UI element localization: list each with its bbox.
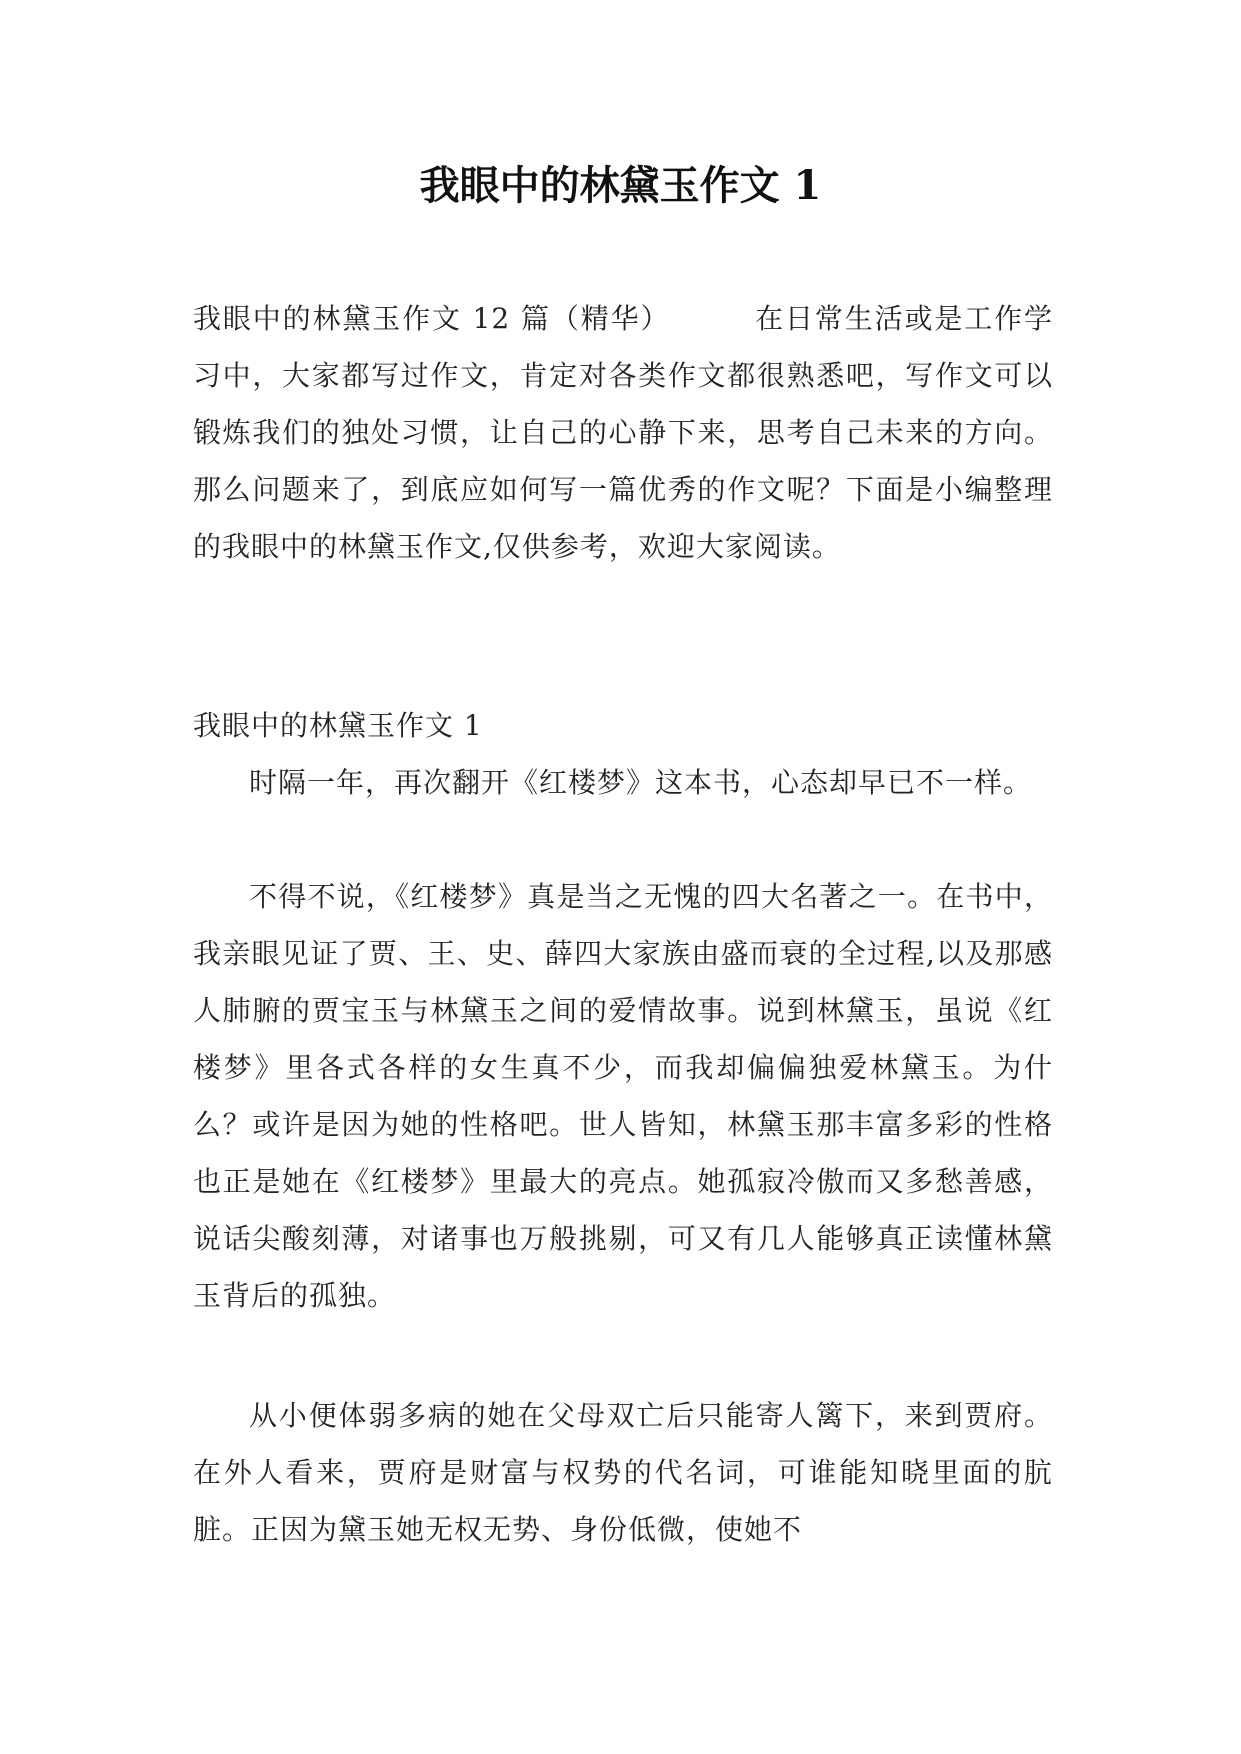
body-paragraph-2: 不得不说，《红楼梦》真是当之无愧的四大名著之一。在书中，我亲眼见证了贾、王、史、薛四大家族由盛而衰的全过程,以及那感人肺腑的贾宝玉与林黛玉之间的爱情故事。说到林黛玉，虽说《红楼梦》里各式各样的女生真不少，而我却偏偏独爱林黛玉。为什么？或许是因为她的性格吧。世人皆知，林黛玉那丰富多彩的性格也正是她在《红楼梦》里最大的亮点。她孤寂冷傲而又多愁善感，说话尖酸刻薄，对诸事也万般挑剔，可又有几人能够真正读懂林黛玉背后的孤独。 [193, 880, 1053, 1312]
body-paragraph-3: 从小便体弱多病的她在父母双亡后只能寄人篱下，来到贾府。在外人看来，贾府是财富与权势的代名词，可谁能知晓里面的肮脏。正因为黛玉她无权无势、身份低微，使她不 [193, 1399, 1053, 1546]
intro-text: 在日常生活或是工作学习中，大家都写过作文，肯定对各类作文都很熟悉吧，写作文可以锻炼我们的独处习惯，让自己的心静下来，思考自己未来的方向。那么问题来了，到底应如何写一篇优秀的作文呢？下面是小编整理的我眼中的林黛玉作文,仅供参考，欢迎大家阅读。 [193, 302, 1053, 563]
intro-heading: 我眼中的林黛玉作文 12 篇（精华） [193, 302, 671, 335]
body-paragraph-1: 时隔一年，再次翻开《红楼梦》这本书，心态却早已不一样。 [249, 766, 1033, 799]
section-heading: 我眼中的林黛玉作文 1 [193, 709, 483, 742]
intro-paragraph [193, 290, 1053, 575]
document-title: 我眼中的林黛玉作文 1 [419, 162, 822, 209]
